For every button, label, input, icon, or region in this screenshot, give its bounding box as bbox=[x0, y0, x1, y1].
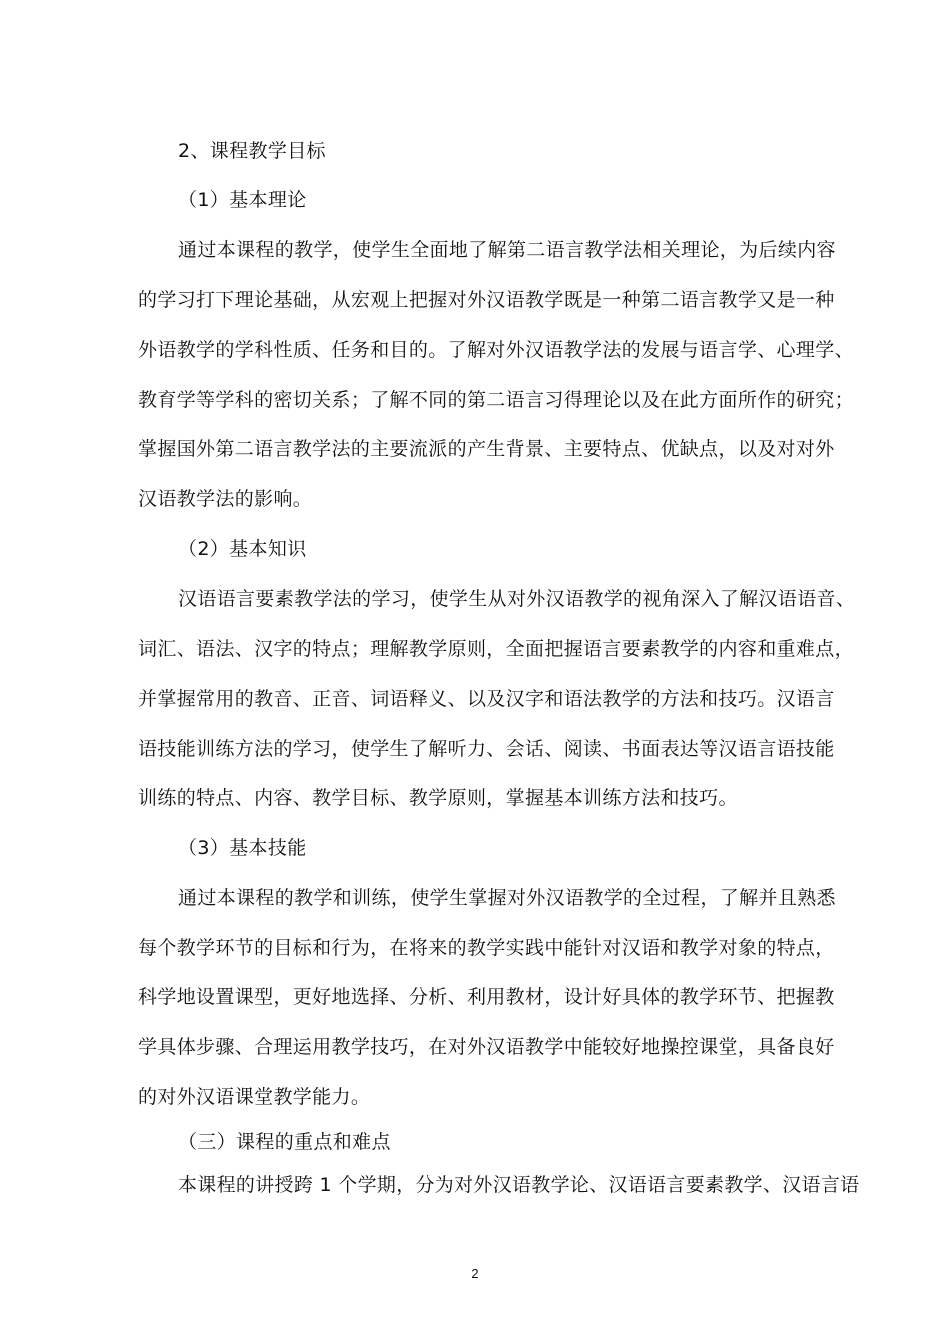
paragraph-line: 每个教学环节的目标和行为，在将来的教学实践中能针对汉语和教学对象的特点， bbox=[138, 937, 835, 959]
paragraph-line: 词汇、语法、汉字的特点；理解教学原则，全面把握语言要素教学的内容和重难点， bbox=[138, 638, 854, 660]
paragraph-line: 外语教学的学科性质、任务和目的。了解对外汉语教学法的发展与语言学、心理学、 bbox=[138, 339, 854, 361]
paragraph-line: 并掌握常用的教音、正音、词语释义、以及汉字和语法教学的方法和技巧。汉语言 bbox=[138, 688, 835, 710]
subsection-heading-basic-knowledge: （2）基本知识 bbox=[178, 538, 307, 560]
subsection-heading-basic-skills: （3）基本技能 bbox=[178, 837, 307, 859]
subsection-heading-basic-theory: （1）基本理论 bbox=[178, 189, 307, 211]
paragraph-line: 学具体步骤、合理运用教学技巧，在对外汉语教学中能较好地操控课堂，具备良好 bbox=[138, 1036, 835, 1058]
section-heading-key-points: （三）课程的重点和难点 bbox=[178, 1131, 391, 1153]
paragraph-line: 教育学等学科的密切关系；了解不同的第二语言习得理论以及在此方面所作的研究； bbox=[138, 389, 854, 411]
paragraph-line: 汉语语言要素教学法的学习，使学生从对外汉语教学的视角深入了解汉语语音、 bbox=[178, 588, 856, 610]
paragraph-line: 通过本课程的教学和训练，使学生掌握对外汉语教学的全过程，了解并且熟悉 bbox=[178, 887, 836, 909]
paragraph-line: 的学习打下理论基础，从宏观上把握对外汉语教学既是一种第二语言教学又是一种 bbox=[138, 289, 835, 311]
paragraph-line: 本课程的讲授跨 1 个学期，分为对外汉语教学论、汉语语言要素教学、汉语言语 bbox=[178, 1174, 860, 1196]
paragraph-line: 科学地设置课型，更好地选择、分析、利用教材，设计好具体的教学环节、把握教 bbox=[138, 986, 835, 1008]
section-heading: 2、课程教学目标 bbox=[178, 140, 326, 162]
paragraph-line: 通过本课程的教学，使学生全面地了解第二语言教学法相关理论，为后续内容 bbox=[178, 239, 836, 261]
page-number: 2 bbox=[471, 1266, 479, 1281]
paragraph-line: 训练的特点、内容、教学目标、教学原则，掌握基本训练方法和技巧。 bbox=[138, 787, 738, 809]
paragraph-line: 语技能训练方法的学习，使学生了解听力、会话、阅读、书面表达等汉语言语技能 bbox=[138, 738, 835, 760]
paragraph-line: 掌握国外第二语言教学法的主要流派的产生背景、主要特点、优缺点，以及对对外 bbox=[138, 438, 835, 460]
paragraph-line: 汉语教学法的影响。 bbox=[138, 488, 313, 510]
paragraph-line: 的对外汉语课堂教学能力。 bbox=[138, 1086, 371, 1108]
